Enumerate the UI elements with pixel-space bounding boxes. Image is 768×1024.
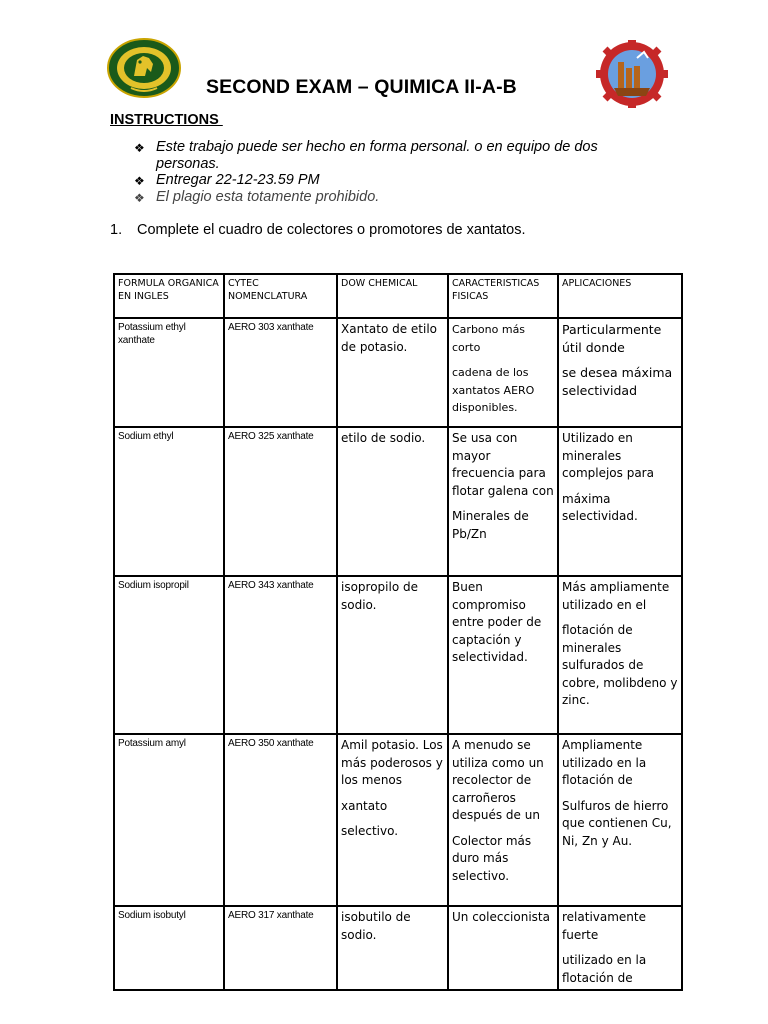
- table-row: [114, 576, 682, 734]
- formula-cell: Sodium isobutyl: [114, 906, 224, 990]
- caract-cell: A menudo se utiliza como un recolector de carroñeros después de un Colector más duro más selectivo.: [448, 734, 558, 906]
- question-text: Complete el cuadro de colectores o promotores de xantatos.: [137, 222, 526, 238]
- cytec-cell: AERO 317 xanthate: [224, 906, 337, 990]
- diamond-bullet-icon: ❖: [134, 190, 145, 205]
- instructions-heading: INSTRUCTIONS: [110, 112, 223, 128]
- question-number: 1.: [110, 222, 123, 238]
- table-header-row: [114, 274, 682, 318]
- instruction-item: ❖ Este trabajo puede ser hecho en forma personal. o en equipo de dos personas.: [134, 139, 598, 172]
- aplic-cell: Utilizado en minerales complejos para máxima selectividad.: [558, 427, 682, 576]
- table-row: [114, 906, 682, 990]
- dow-cell: isobutilo de sodio.: [337, 906, 448, 990]
- instructions-list: [134, 139, 654, 205]
- column-header: CARACTERISTICAS FISICAS: [448, 274, 558, 318]
- university-seal-logo: [107, 38, 181, 98]
- column-header: DOW CHEMICAL: [337, 274, 448, 318]
- question-1: [110, 222, 526, 238]
- aplic-cell: relativamente fuerte utilizado en la flotación de: [558, 906, 682, 990]
- instruction-item: ❖ El plagio esta totamente prohibido.: [134, 188, 380, 205]
- cytec-cell: AERO 325 xanthate: [224, 427, 337, 576]
- formula-cell: Sodium isopropil: [114, 576, 224, 734]
- dow-cell: etilo de sodio.: [337, 427, 448, 576]
- caract-cell: Se usa con mayor frecuencia para flotar galena con Minerales de Pb/Zn: [448, 427, 558, 576]
- formula-cell: Sodium ethyl: [114, 427, 224, 576]
- cytec-cell: AERO 343 xanthate: [224, 576, 337, 734]
- xanthate-table: [113, 273, 683, 991]
- aplic-cell: Ampliamente utilizado en la flotación de Sulfuros de hierro que contienen Cu, Ni, Zn y Au.: [558, 734, 682, 906]
- table-row: [114, 318, 682, 427]
- column-header: CYTEC NOMENCLATURA: [224, 274, 337, 318]
- department-gear-logo: [592, 40, 672, 108]
- cytec-cell: AERO 303 xanthate: [224, 318, 337, 427]
- column-header: APLICACIONES: [558, 274, 682, 318]
- table-row: [114, 734, 682, 906]
- caract-cell: Buen compromiso entre poder de captación y selectividad.: [448, 576, 558, 734]
- dow-cell: Amil potasio. Los más poderosos y los menos xantato selectivo.: [337, 734, 448, 906]
- diamond-bullet-icon: ❖: [134, 141, 145, 155]
- aplic-cell: Particularmente útil donde se desea máxima selectividad: [558, 318, 682, 427]
- instruction-item: ❖ Entregar 22-12-23.59 PM: [134, 172, 320, 188]
- table-row: [114, 427, 682, 576]
- diamond-bullet-icon: ❖: [134, 174, 145, 188]
- exam-title: SECOND EXAM – QUIMICA II-A-B: [206, 76, 517, 98]
- column-header: FORMULA ORGANICA EN INGLES: [114, 274, 224, 318]
- dow-cell: Xantato de etilo de potasio.: [337, 318, 448, 427]
- caract-cell: Un coleccionista: [448, 906, 558, 990]
- aplic-cell: Más ampliamente utilizado en el flotación de minerales sulfurados de cobre, molibdeno y zinc.: [558, 576, 682, 734]
- cytec-cell: AERO 350 xanthate: [224, 734, 337, 906]
- formula-cell: Potassium amyl: [114, 734, 224, 906]
- dow-cell: isopropilo de sodio.: [337, 576, 448, 734]
- caract-cell: Carbono más corto cadena de los xantatos AERO disponibles.: [448, 318, 558, 427]
- formula-cell: Potassium ethyl xanthate: [114, 318, 224, 427]
